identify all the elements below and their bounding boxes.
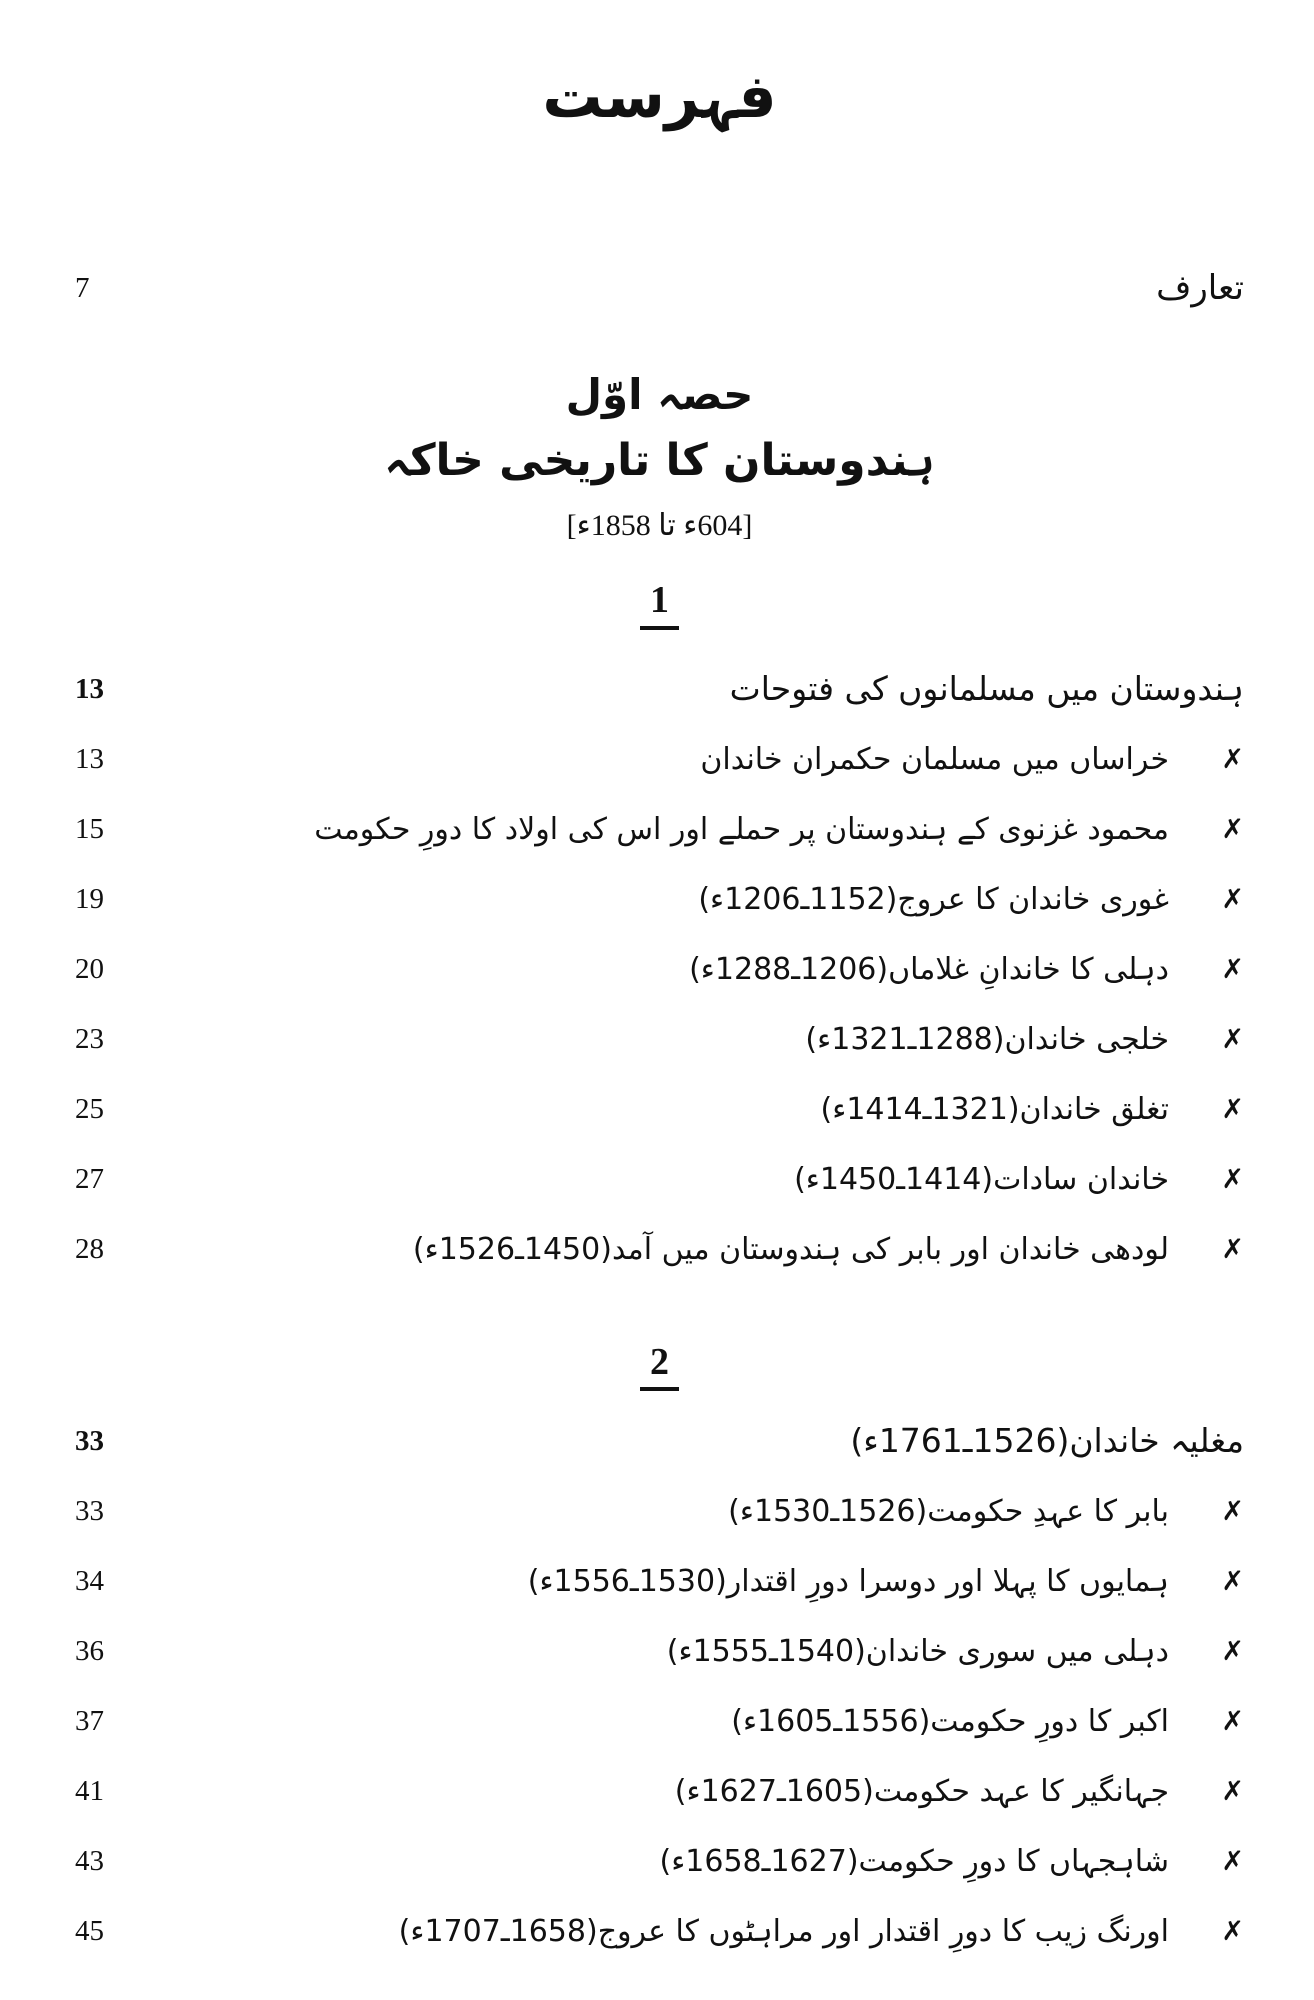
section-number: 1 <box>640 578 679 630</box>
toc-item-row <box>75 725 1244 795</box>
entry-label: محمود غزنوی کے ہندوستان پر حملے اور اس کی اولاد کا دورِ حکومت <box>314 812 1169 848</box>
entry-label: لودھی خاندان اور بابر کی ہندوستان میں آمد(1450ـ1526ء) <box>412 1232 1169 1268</box>
part-subheading: ہندوستان کا تاریخی خاکہ <box>384 434 935 486</box>
section-2-number-wrap <box>75 1340 1244 1392</box>
page-number: 41 <box>75 1774 104 1807</box>
toc-item-row <box>75 865 1244 935</box>
page-title: فہرست <box>542 62 777 132</box>
cross-marker-icon: ✗ <box>1221 954 1244 986</box>
toc-item-row <box>75 935 1244 1005</box>
cross-marker-icon: ✗ <box>1221 744 1244 776</box>
cross-marker-icon: ✗ <box>1221 1845 1244 1877</box>
toc-item-row <box>75 1145 1244 1215</box>
page-number: 43 <box>75 1844 104 1877</box>
entry-label: خراساں میں مسلمان حکمران خاندان <box>700 742 1169 778</box>
toc-item-row <box>75 1075 1244 1145</box>
toc-heading-row <box>75 1406 1244 1476</box>
toc-item-row <box>75 1616 1244 1686</box>
entry-label: بابر کا عہدِ حکومت(1526ـ1530ء) <box>728 1493 1169 1529</box>
page-number: 23 <box>75 1023 104 1056</box>
entry-label: دہلی میں سوری خاندان(1540ـ1555ء) <box>666 1633 1169 1669</box>
cross-marker-icon: ✗ <box>1221 1915 1244 1947</box>
toc-item-row <box>75 1686 1244 1756</box>
cross-marker-icon: ✗ <box>1221 1635 1244 1667</box>
entry-label: تعارف <box>1156 267 1244 308</box>
page-number: 20 <box>75 953 104 986</box>
section-1-number-wrap <box>75 578 1244 630</box>
entry-label: خاندان سادات(1414ـ1450ء) <box>794 1162 1169 1198</box>
entry-label: ہمایوں کا پہلا اور دوسرا دورِ اقتدار(1530ـ1556ء) <box>527 1563 1169 1599</box>
entry-label: خلجی خاندان(1288ـ1321ء) <box>805 1022 1169 1058</box>
toc-item-row <box>75 1476 1244 1546</box>
entry-label: مغلیہ خاندان(1526ـ1761ء) <box>850 1420 1244 1460</box>
page-number: 36 <box>75 1634 104 1667</box>
page-number: 33 <box>75 1494 104 1527</box>
page-number: 37 <box>75 1704 104 1737</box>
toc-entry-intro <box>75 253 1244 323</box>
cross-marker-icon: ✗ <box>1221 1024 1244 1056</box>
cross-marker-icon: ✗ <box>1221 1775 1244 1807</box>
page-number: 19 <box>75 883 104 916</box>
entry-label: اکبر کا دورِ حکومت(1556ـ1605ء) <box>731 1703 1169 1739</box>
toc-item-row <box>75 1756 1244 1826</box>
part-heading: حصہ اوّل <box>565 370 754 419</box>
page-number: 25 <box>75 1093 104 1126</box>
page-number: 13 <box>75 743 104 776</box>
toc-item-row <box>75 1896 1244 1966</box>
part-years: [604ء تا 1858ء] <box>566 508 753 542</box>
part-heading-block <box>75 368 1244 543</box>
toc-heading-row <box>75 655 1244 725</box>
cross-marker-icon: ✗ <box>1221 1164 1244 1196</box>
entry-label: اورنگ زیب کا دورِ اقتدار اور مراہٹوں کا عروج(1658ـ1707ء) <box>398 1913 1169 1949</box>
page-number: 28 <box>75 1233 104 1266</box>
toc-item-row <box>75 1546 1244 1616</box>
toc-item-row <box>75 1215 1244 1285</box>
cross-marker-icon: ✗ <box>1221 1495 1244 1527</box>
section-2-list <box>75 1406 1244 1966</box>
section-number: 2 <box>640 1340 679 1392</box>
page-number: 34 <box>75 1564 104 1597</box>
entry-label: دہلی کا خاندانِ غلاماں(1206ـ1288ء) <box>689 952 1169 988</box>
toc-item-row <box>75 1826 1244 1896</box>
toc-item-row <box>75 1005 1244 1075</box>
page-number: 7 <box>75 271 90 304</box>
page-number: 33 <box>75 1424 104 1457</box>
page-number: 13 <box>75 673 104 706</box>
toc-item-row <box>75 795 1244 865</box>
section-1-list <box>75 655 1244 1285</box>
entry-label: جہانگیر کا عہد حکومت(1605ـ1627ء) <box>674 1773 1169 1809</box>
entry-label: تغلق خاندان(1321ـ1414ء) <box>820 1092 1169 1128</box>
page-number: 27 <box>75 1163 104 1196</box>
entry-label: شاہجہاں کا دورِ حکومت(1627ـ1658ء) <box>659 1843 1169 1879</box>
entry-label: ہندوستان میں مسلمانوں کی فتوحات <box>729 669 1244 709</box>
page-number: 15 <box>75 813 104 846</box>
entry-label: غوری خاندان کا عروج(1152ـ1206ء) <box>698 882 1169 918</box>
cross-marker-icon: ✗ <box>1221 814 1244 846</box>
cross-marker-icon: ✗ <box>1221 884 1244 916</box>
cross-marker-icon: ✗ <box>1221 1705 1244 1737</box>
cross-marker-icon: ✗ <box>1221 1094 1244 1126</box>
cross-marker-icon: ✗ <box>1221 1234 1244 1266</box>
page-number: 45 <box>75 1914 104 1947</box>
cross-marker-icon: ✗ <box>1221 1565 1244 1597</box>
